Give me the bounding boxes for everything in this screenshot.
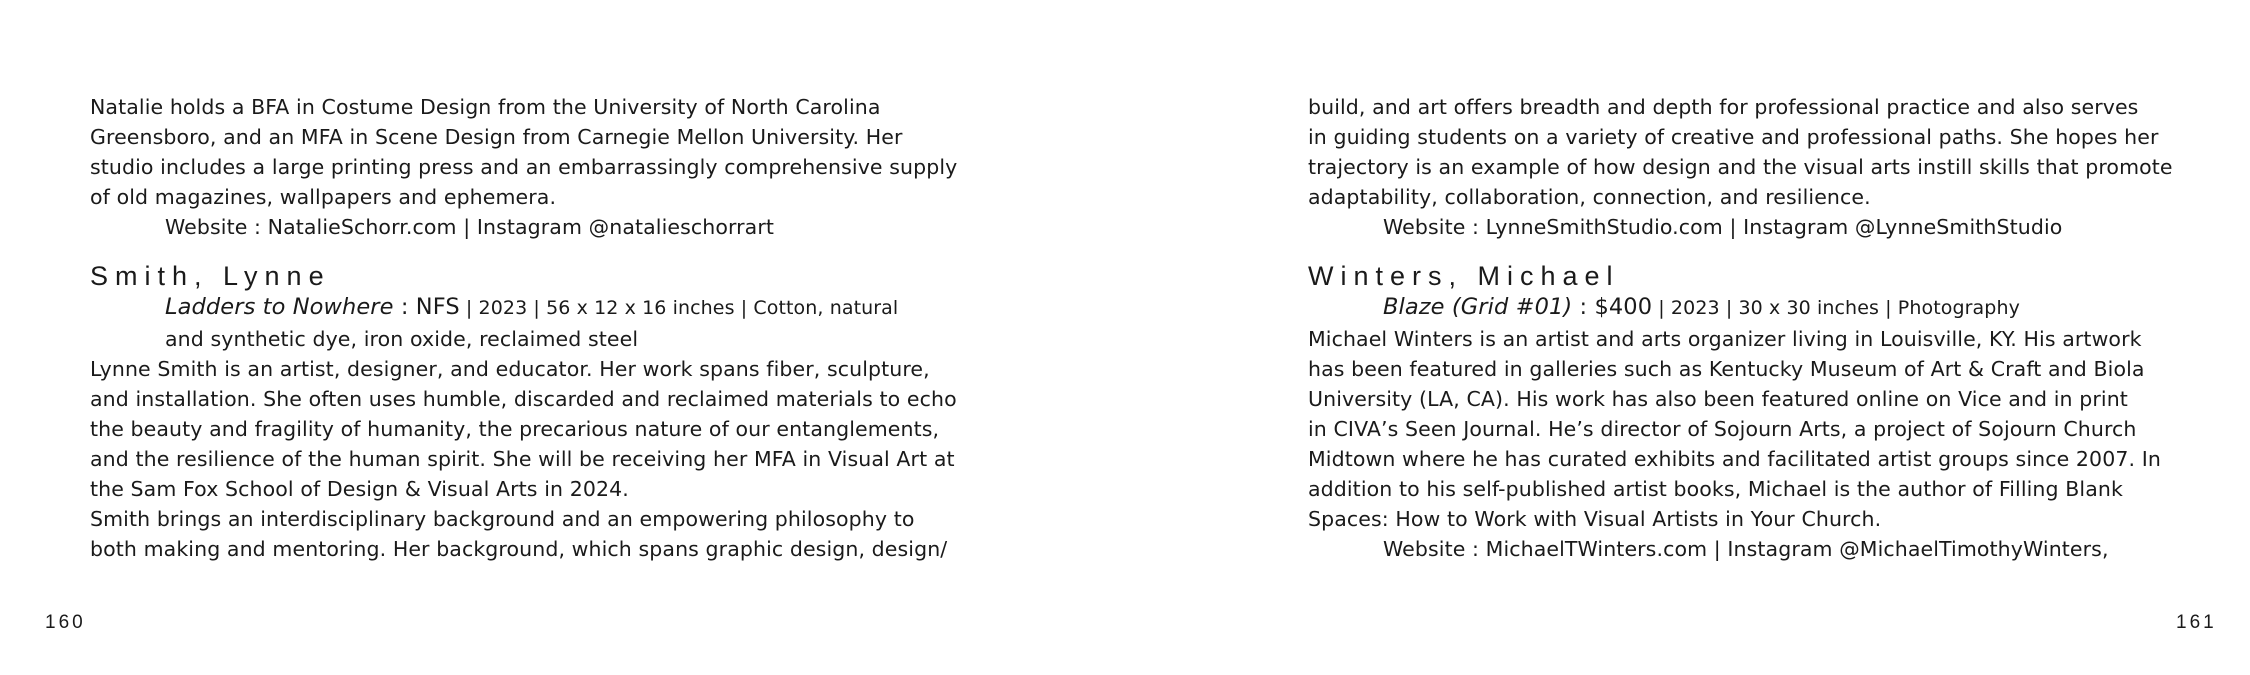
right-page <box>1125 0 2250 675</box>
continued-line: build, and art offers breadth and depth for professional practice and also serves <box>1308 95 2139 119</box>
artwork-price: : NFS <box>393 294 460 321</box>
intro-line: Greensboro, and an MFA in Scene Design from Carnegie Mellon University. Her <box>90 125 903 150</box>
bio-line: Midtown where he has curated exhibits and facilitated artist groups since 2007. In <box>1308 446 2161 471</box>
intro-line: studio includes a large printing press and an embarrassingly comprehensive supply <box>90 155 958 180</box>
artwork-details-continued: and synthetic dye, iron oxide, reclaimed steel <box>165 326 639 351</box>
artwork-details: | 2023 | 30 x 30 inches | Photography <box>1652 297 2020 320</box>
bio-line: in CIVA’s Seen Journal. He’s director of Sojourn Arts, a project of Sojourn Church <box>1308 416 2137 441</box>
bio-line: Smith brings an interdisciplinary background and an empowering philosophy to <box>90 507 915 532</box>
artist-name-heading: Smith, Lynne <box>90 261 331 292</box>
artwork-info-line <box>90 292 970 323</box>
bio-line: both making and mentoring. Her background, which spans graphic design, design/ <box>90 537 948 562</box>
bio-line: addition to his self-published artist books, Michael is the author of Filling Blank <box>1308 477 2123 502</box>
artist-links: Website : MichaelTWinters.com | Instagram @MichaelTimothyWinters, <box>1383 537 2109 562</box>
continued-line: in guiding students on a variety of creative and professional paths. She hopes her <box>1308 125 2159 150</box>
bio-line: and installation. She often uses humble, discarded and reclaimed materials to echo <box>90 386 957 411</box>
artwork-price: : $400 <box>1572 294 1653 321</box>
page-number: 160 <box>45 612 86 633</box>
continued-line: adaptability, collaboration, connection, and resilience. <box>1308 185 1871 210</box>
bio-line: Michael Winters is an artist and arts organizer living in Louisville, KY. His artwork <box>1308 326 2142 351</box>
bio-line: the beauty and fragility of humanity, the precarious nature of our entanglements, <box>90 416 940 441</box>
intro-line: of old magazines, wallpapers and ephemera. <box>90 185 557 210</box>
bio-line: and the resilience of the human spirit. She will be receiving her MFA in Visual Art at <box>90 446 955 471</box>
artwork-title: Blaze (Grid #01) <box>1383 294 1573 321</box>
artist-name-heading: Winters, Michael <box>1308 261 1620 292</box>
artwork-info-line <box>1308 292 2188 323</box>
bio-line: the Sam Fox School of Design & Visual Arts in 2024. <box>90 477 629 502</box>
bio-line: has been featured in galleries such as Kentucky Museum of Art & Craft and Biola <box>1308 356 2145 381</box>
artwork-details: | 2023 | 56 x 12 x 16 inches | Cotton, natural <box>459 297 899 320</box>
right-text-column <box>1308 92 2188 564</box>
bio-line: University (LA, CA). His work has also been featured online on Vice and in print <box>1308 386 2128 411</box>
intro-line: Natalie holds a BFA in Costume Design from the University of North Carolina <box>90 95 881 119</box>
bio-line: Spaces: How to Work with Visual Artists in Your Church. <box>1308 507 1882 532</box>
artwork-title: Ladders to Nowhere <box>165 294 394 321</box>
intro-links: Website : NatalieSchorr.com | Instagram @natalieschorrart <box>165 215 775 240</box>
bio-line: Lynne Smith is an artist, designer, and educator. Her work spans fiber, sculpture, <box>90 356 930 381</box>
page-number: 161 <box>2176 612 2217 633</box>
continued-links: Website : LynneSmithStudio.com | Instagram @LynneSmithStudio <box>1383 215 2063 240</box>
left-text-column <box>90 92 970 564</box>
continued-line: trajectory is an example of how design and the visual arts instill skills that promote <box>1308 155 2173 180</box>
